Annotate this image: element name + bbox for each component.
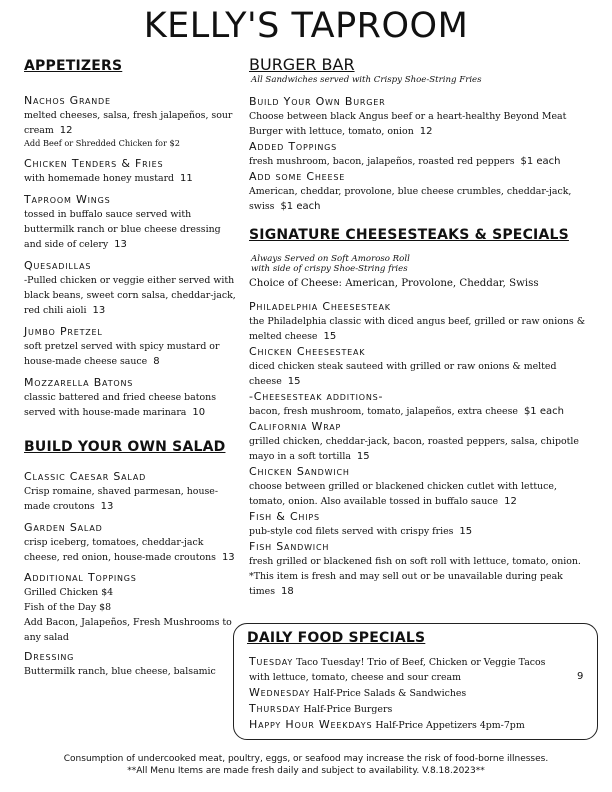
item-desc: -Pulled chicken or veggie either served with black beans, sweet corn salsa, cheddar-jack, red chili aioli: [24, 275, 236, 316]
menu-item: [249, 344, 594, 389]
right-column: [249, 55, 594, 599]
item-name: Build Your Own Burger: [249, 95, 386, 108]
topping-line: Add Bacon, Jalapeños, Fresh Mushrooms to any salad: [24, 617, 232, 643]
item-price: 15: [323, 331, 337, 342]
dressing: [24, 649, 240, 679]
cheesesteak-note-2: with side of crispy Shoe-String fries: [251, 264, 408, 274]
special-row: [249, 685, 569, 701]
special-desc: Half-Price Salads & Sandwiches: [313, 688, 467, 699]
item-desc: American, cheddar, provolone, blue cheese crumbles, cheddar-jack, swiss: [249, 186, 572, 212]
special-day: Happy Hour Weekdays: [249, 718, 373, 731]
item-name: Garden Salad: [24, 521, 103, 534]
special-desc: Half-Price Burgers: [303, 704, 393, 715]
special-day: Tuesday: [249, 655, 294, 668]
special-desc: Taco Tuesday! Trio of Beef, Chicken or Veggie Tacos with lettuce, tomato, cheese and sour cream: [249, 657, 546, 683]
item-price: $1 each: [280, 201, 321, 212]
cheese-choice: Choice of Cheese: American, Provolone, Cheddar, Swiss: [249, 278, 539, 289]
footer-disclaimer: Consumption of undercooked meat, poultry, eggs, or seafood may increase the risk of food-borne illnesses.: [63, 754, 549, 764]
menu-item: [249, 139, 594, 169]
daily-specials-box: [233, 623, 598, 740]
item-price: 12: [419, 126, 433, 137]
additional-toppings: [24, 570, 240, 645]
item-price: 13: [221, 552, 235, 563]
item-name: Dressing: [24, 650, 75, 663]
item-name: Mozzarella Batons: [24, 376, 134, 389]
item-name: Classic Caesar Salad: [24, 470, 147, 483]
item-desc: soft pretzel served with spicy mustard or house-made cheese sauce: [24, 341, 220, 367]
menu-item: [249, 94, 594, 139]
item-name: Added Toppings: [249, 140, 338, 153]
item-desc: bacon, fresh mushroom, tomato, jalapeños, extra cheese: [249, 406, 518, 417]
burger-heading: BURGER BAR: [249, 55, 355, 74]
item-price: $1 each: [523, 406, 564, 417]
special-day: Wednesday: [249, 686, 311, 699]
item-name: Add some Cheese: [249, 170, 346, 183]
daily-specials-heading: DAILY FOOD SPECIALS: [247, 630, 426, 646]
item-name: Quesadillas: [24, 259, 92, 272]
item-name: Additional Toppings: [24, 571, 137, 584]
item-desc: melted cheeses, salsa, fresh jalapeños, sour cream: [24, 110, 233, 136]
item-price: 11: [180, 173, 193, 184]
menu-item: [24, 93, 240, 149]
item-desc: Choose between black Angus beef or a heart-healthy Beyond Meat Burger with lettuce, tomato, onion: [249, 111, 567, 137]
item-price: 12: [59, 125, 73, 136]
item-price: 15: [287, 376, 301, 387]
topping-line: Grilled Chicken $4: [24, 587, 114, 598]
item-price: 13: [114, 239, 127, 250]
special-row: [249, 717, 569, 733]
item-desc: Buttermilk ranch, blue cheese, balsamic: [24, 666, 216, 677]
taco-price: 9: [577, 671, 584, 682]
item-desc: choose between grilled or blackened chicken cutlet with lettuce, tomato, onion. Also available tossed in buffalo sauce: [249, 481, 557, 507]
cheesesteaks-heading: SIGNATURE CHEESESTEAKS & SPECIALS: [249, 227, 569, 243]
item-price: 13: [100, 501, 114, 512]
menu-item: [249, 419, 594, 464]
menu-item: [24, 192, 240, 252]
item-desc: pub-style cod filets served with crispy fries: [249, 526, 454, 537]
item-name: Fish & Chips: [249, 510, 320, 523]
footer: [0, 753, 612, 777]
menu-item: [249, 539, 594, 599]
item-note: Add Beef or Shredded Chicken for $2: [24, 138, 180, 148]
item-price: 15: [356, 451, 370, 462]
item-desc: fresh grilled or blackened fish on soft roll with lettuce, tomato, onion. *This item is fresh and may sell out or be unavailable during peak times: [249, 556, 581, 597]
item-name: -Cheesesteak additions-: [249, 390, 384, 403]
menu-item: [24, 469, 240, 514]
item-price: 8: [153, 356, 160, 367]
menu-item: [249, 464, 594, 509]
menu-item: [249, 299, 594, 344]
item-desc: fresh mushroom, bacon, jalapeños, roasted red peppers: [249, 156, 515, 167]
left-column: [24, 58, 240, 679]
item-desc: with homemade honey mustard: [24, 173, 175, 184]
cheesesteak-note-1: Always Served on Soft Amoroso Roll: [251, 254, 410, 264]
item-name: Taproom Wings: [24, 193, 111, 206]
item-desc: diced chicken steak sauteed with grilled or raw onions & melted cheese: [249, 361, 557, 387]
item-price: 13: [92, 305, 106, 316]
menu-item: [24, 375, 240, 420]
special-row: [249, 654, 569, 685]
item-desc: classic battered and fried cheese batons served with house-made marinara: [24, 392, 217, 418]
special-desc: Half-Price Appetizers 4pm-7pm: [375, 720, 525, 731]
item-desc: the Philadelphia classic with diced angus beef, grilled or raw onions & melted cheese: [249, 316, 586, 342]
item-name: Nachos Grande: [24, 94, 111, 107]
menu-item: [249, 389, 594, 419]
item-name: California Wrap: [249, 420, 342, 433]
menu-item: [24, 258, 240, 318]
item-price: 18: [280, 586, 294, 597]
item-name: Chicken Sandwich: [249, 465, 350, 478]
item-desc: tossed in buffalo sauce served with buttermilk ranch or blue cheese dressing and side of celery: [24, 209, 221, 250]
burger-note: All Sandwiches served with Crispy Shoe-String Fries: [251, 75, 482, 85]
topping-line: Fish of the Day $8: [24, 602, 112, 613]
menu-item: [249, 509, 594, 539]
item-desc: grilled chicken, cheddar-jack, bacon, roasted peppers, salsa, chipotle mayo in a soft tortilla: [249, 436, 579, 462]
item-name: Philadelphia Cheesesteak: [249, 300, 391, 313]
item-price: 15: [459, 526, 473, 537]
item-desc: Crisp romaine, shaved parmesan, house-made croutons: [24, 486, 219, 512]
menu-item: [24, 520, 240, 565]
menu-item: [249, 169, 594, 214]
special-row: [249, 701, 569, 717]
item-name: Jumbo Pretzel: [24, 325, 103, 338]
restaurant-title: KELLY'S TAPROOM: [143, 6, 469, 46]
item-price: $1 each: [520, 156, 561, 167]
item-name: Fish Sandwich: [249, 540, 330, 553]
item-desc: crisp iceberg, tomatoes, cheddar-jack cheese, red onion, house-made croutons: [24, 537, 216, 563]
item-price: 10: [192, 407, 206, 418]
menu-item: [24, 156, 240, 186]
item-price: 12: [504, 496, 517, 507]
item-name: Chicken Tenders & Fries: [24, 157, 164, 170]
menu-item: [24, 324, 240, 369]
item-name: Chicken Cheesesteak: [249, 345, 366, 358]
footer-availability: **All Menu Items are made fresh daily and subject to availability. V.8.18.2023**: [127, 766, 485, 776]
salad-heading: BUILD YOUR OWN SALAD: [24, 439, 226, 455]
appetizers-heading: APPETIZERS: [24, 58, 123, 74]
special-day: Thursday: [249, 702, 301, 715]
